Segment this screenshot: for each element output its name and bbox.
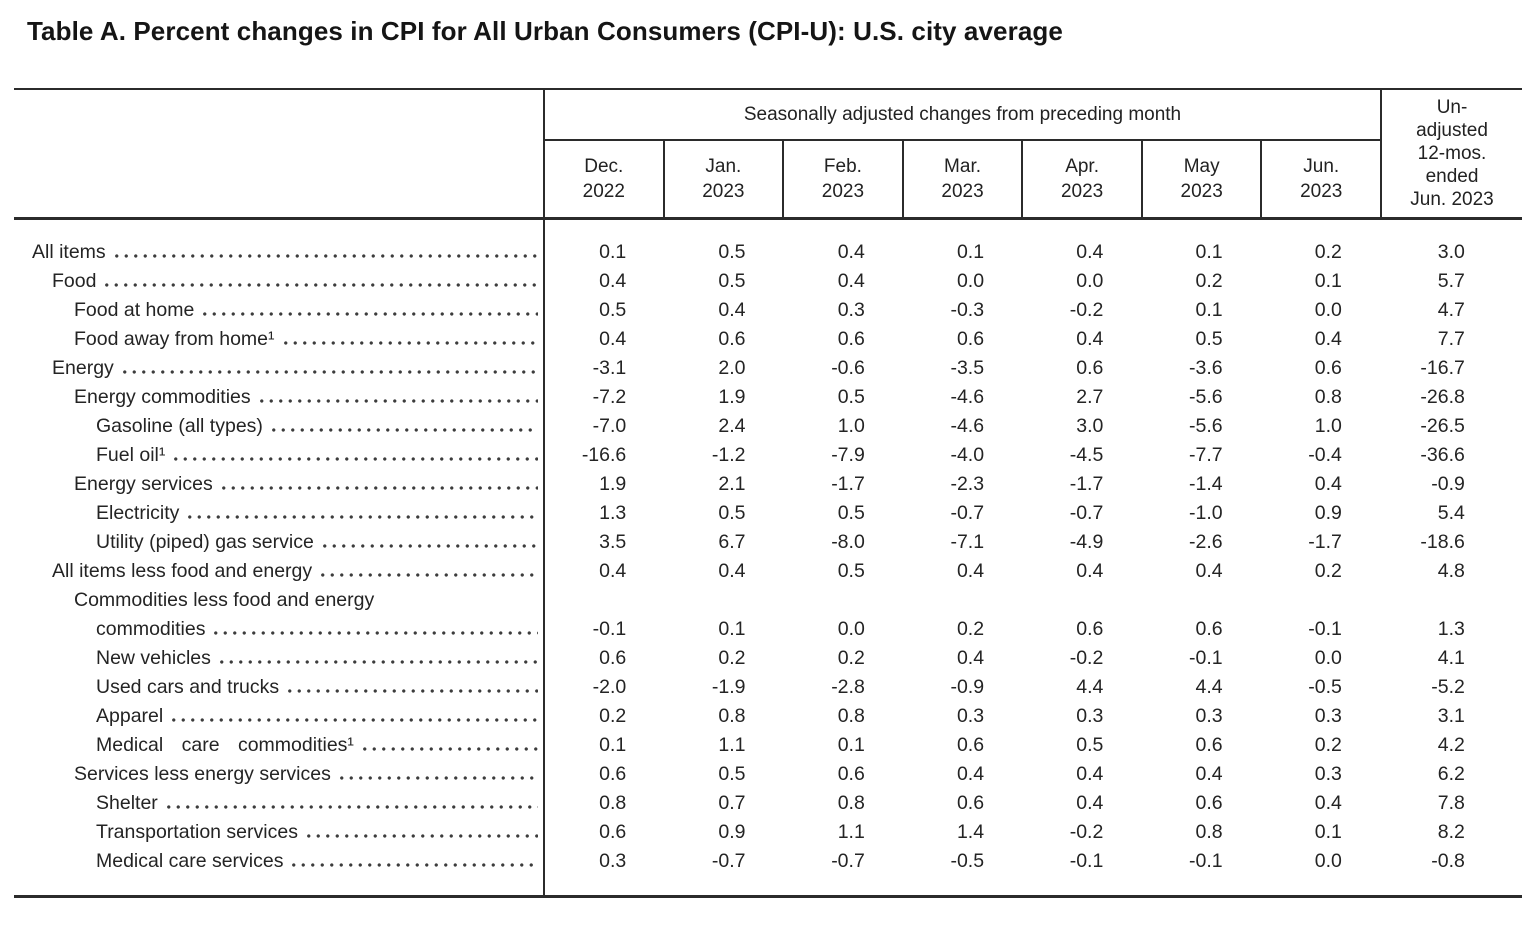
value-cell: -26.8 <box>1420 386 1465 408</box>
value-cell: -0.5 <box>950 850 985 872</box>
dot-leader <box>287 847 538 876</box>
value-cell: 0.8 <box>837 792 865 814</box>
row-label <box>14 586 545 644</box>
table-row <box>14 499 1522 528</box>
value-cell: 0.6 <box>1195 792 1223 814</box>
value-cell: 0.6 <box>837 328 865 350</box>
value-cell: -16.7 <box>1420 357 1465 379</box>
table-row <box>14 789 1522 818</box>
value-cell: 0.8 <box>1195 821 1223 843</box>
value-cell: 0.4 <box>1314 792 1342 814</box>
row-label-text: Transportation services <box>96 821 298 843</box>
value-cell: -0.7 <box>831 850 865 872</box>
value-cell: 0.2 <box>837 647 865 669</box>
row-label-line2: commodities <box>96 618 206 640</box>
row-label <box>14 238 545 267</box>
row-label-text: Shelter <box>96 792 158 814</box>
dot-leader <box>316 557 538 586</box>
value-cell: -1.7 <box>1308 531 1342 553</box>
row-label-text: Electricity <box>96 502 180 524</box>
row-label <box>14 557 545 586</box>
column-year: 2022 <box>582 181 625 202</box>
month-header-row <box>545 141 1380 217</box>
value-cell: 0.7 <box>718 792 746 814</box>
row-label-text: Energy services <box>74 473 213 495</box>
value-cell: 0.6 <box>1195 734 1223 756</box>
table-row <box>14 354 1522 383</box>
value-cell: 4.8 <box>1437 560 1465 582</box>
value-cell: 1.9 <box>599 473 627 495</box>
value-cell: 0.4 <box>1195 560 1223 582</box>
column-header <box>1141 141 1261 217</box>
value-cell: -7.7 <box>1188 444 1223 466</box>
value-cell: 0.3 <box>1314 763 1342 785</box>
dot-leader <box>335 760 538 789</box>
row-label-text: Apparel <box>96 705 164 727</box>
row-label-text: Services less energy services <box>74 763 331 785</box>
value-cell: -0.7 <box>1069 502 1104 524</box>
value-cell: 0.3 <box>837 299 865 321</box>
value-cell: 7.8 <box>1437 792 1465 814</box>
value-cell: 0.3 <box>599 850 627 872</box>
value-cell: -0.1 <box>1308 618 1342 640</box>
row-label <box>14 325 545 354</box>
value-cell: -8.0 <box>831 531 865 553</box>
value-cell: -2.0 <box>592 676 627 698</box>
value-cell: -1.7 <box>831 473 865 495</box>
value-cell: -1.9 <box>711 676 746 698</box>
unadjusted-column-header <box>1380 90 1522 217</box>
value-cell: 0.0 <box>837 618 865 640</box>
column-month: Apr. <box>1065 156 1099 177</box>
value-cell: -0.7 <box>950 502 985 524</box>
value-cell: 0.4 <box>599 270 627 292</box>
value-cell: 0.6 <box>599 763 627 785</box>
value-cell: 0.1 <box>599 241 627 263</box>
column-header <box>545 141 663 217</box>
group-header: Seasonally adjusted changes from preceding month <box>545 90 1380 141</box>
value-cell: 0.6 <box>1076 618 1104 640</box>
dot-leader <box>198 296 538 325</box>
value-cell: -7.1 <box>950 531 985 553</box>
row-label <box>14 528 545 557</box>
value-cell: 0.4 <box>1314 473 1342 495</box>
value-cell: 0.5 <box>718 241 746 263</box>
value-cell: 0.5 <box>718 763 746 785</box>
value-cell: 0.4 <box>599 328 627 350</box>
value-cell: -36.6 <box>1420 444 1465 466</box>
value-cell: 0.5 <box>1076 734 1104 756</box>
dot-leader <box>217 470 538 499</box>
row-label <box>14 731 545 760</box>
table-row <box>14 267 1522 296</box>
value-cell: 6.7 <box>718 531 746 553</box>
value-cell: 1.9 <box>718 386 746 408</box>
value-cell: 0.5 <box>718 502 746 524</box>
value-cell: 5.4 <box>1437 502 1465 524</box>
dot-leader <box>183 499 538 528</box>
column-header <box>782 141 902 217</box>
table-body <box>14 220 1522 876</box>
row-label-text: Gasoline (all types) <box>96 415 263 437</box>
value-cell: 0.2 <box>1314 734 1342 756</box>
table-row <box>14 470 1522 499</box>
column-header <box>1260 141 1380 217</box>
row-label <box>14 760 545 789</box>
value-cell: 0.1 <box>599 734 627 756</box>
value-cell: 2.1 <box>718 473 746 495</box>
value-cell: 5.7 <box>1437 270 1465 292</box>
value-cell: -7.9 <box>831 444 865 466</box>
table-row <box>14 644 1522 673</box>
value-cell: 3.5 <box>599 531 627 553</box>
value-cell: 4.2 <box>1437 734 1465 756</box>
row-label <box>14 267 545 296</box>
value-cell: -1.2 <box>711 444 746 466</box>
value-cell: -0.1 <box>1188 647 1223 669</box>
value-cell: -2.8 <box>831 676 865 698</box>
value-cell: 0.0 <box>956 270 985 292</box>
value-cell: 0.4 <box>1314 328 1342 350</box>
value-cell: -0.2 <box>1069 821 1104 843</box>
value-cell: 3.0 <box>1076 415 1104 437</box>
value-cell: 2.4 <box>718 415 746 437</box>
column-header <box>902 141 1022 217</box>
value-cell: 0.4 <box>956 560 985 582</box>
table-row <box>14 760 1522 789</box>
value-cell: 0.2 <box>1314 560 1342 582</box>
value-cell: -0.5 <box>1308 676 1342 698</box>
value-cell: 0.5 <box>718 270 746 292</box>
row-label-text: Utility (piped) gas service <box>96 531 314 553</box>
value-cell: 0.8 <box>599 792 627 814</box>
value-cell: -4.6 <box>950 415 985 437</box>
table-row <box>14 412 1522 441</box>
column-year: 2023 <box>1060 181 1104 202</box>
value-cell: 0.5 <box>599 299 627 321</box>
value-cell: -1.7 <box>1069 473 1104 495</box>
value-cell: 1.3 <box>1437 618 1465 640</box>
row-label <box>14 847 545 876</box>
value-cell: -16.6 <box>581 444 627 466</box>
value-cell: -0.3 <box>950 299 985 321</box>
value-cell: -0.8 <box>1431 850 1465 872</box>
value-cell: 0.6 <box>1195 618 1223 640</box>
value-cell: 0.1 <box>837 734 865 756</box>
value-cell: 0.5 <box>837 560 865 582</box>
value-cell: -0.2 <box>1069 299 1104 321</box>
value-cell: 0.8 <box>1314 386 1342 408</box>
table-row <box>14 238 1522 267</box>
table-row <box>14 528 1522 557</box>
value-cell: 3.1 <box>1437 705 1465 727</box>
value-cell: 0.8 <box>718 705 746 727</box>
value-cell: 1.1 <box>718 734 746 756</box>
value-cell: -1.4 <box>1188 473 1223 495</box>
value-cell: 0.0 <box>1314 299 1342 321</box>
dot-leader <box>169 441 538 470</box>
table-row <box>14 586 1522 644</box>
value-cell: 0.1 <box>1195 299 1223 321</box>
value-cell: 0.4 <box>956 763 985 785</box>
column-header <box>663 141 783 217</box>
value-cell: 0.3 <box>1195 705 1223 727</box>
value-cell: 0.2 <box>1195 270 1223 292</box>
column-year: 2023 <box>1300 181 1343 202</box>
dot-leader <box>167 702 538 731</box>
table-row <box>14 296 1522 325</box>
value-cell: 0.1 <box>1314 821 1342 843</box>
value-cell: 0.0 <box>1314 850 1342 872</box>
dot-leader <box>255 383 538 412</box>
value-cell: 0.4 <box>1076 763 1104 785</box>
value-cell: -3.1 <box>592 357 627 379</box>
value-cell: -2.6 <box>1188 531 1223 553</box>
row-label-text: All items <box>32 241 106 263</box>
row-label <box>14 818 545 847</box>
value-cell: 7.7 <box>1437 328 1465 350</box>
value-cell: 4.4 <box>1076 676 1104 698</box>
column-year: 2023 <box>702 181 745 202</box>
row-label-text: Used cars and trucks <box>96 676 280 698</box>
value-cell: 0.6 <box>1076 357 1104 379</box>
value-cell: 1.0 <box>1314 415 1342 437</box>
value-cell: 0.6 <box>837 763 865 785</box>
value-cell: -26.5 <box>1420 415 1465 437</box>
value-cell: 0.4 <box>956 647 985 669</box>
row-label-line1: Commodities less food and energy <box>74 589 375 611</box>
table-header <box>14 90 1522 220</box>
value-cell: -0.1 <box>1069 850 1104 872</box>
value-cell: 0.3 <box>1314 705 1342 727</box>
value-cell: 0.4 <box>837 241 865 263</box>
column-month: Jun. <box>1303 156 1340 177</box>
value-cell: -2.3 <box>950 473 985 495</box>
row-label-text: All items less food and energy <box>52 560 313 582</box>
value-cell: 0.1 <box>1314 270 1342 292</box>
value-cell: 4.4 <box>1195 676 1223 698</box>
row-label <box>14 470 545 499</box>
table-row <box>14 325 1522 354</box>
column-year: 2023 <box>941 181 984 202</box>
row-label-text: Fuel oil¹ <box>96 444 166 466</box>
row-label <box>14 789 545 818</box>
value-cell: -0.1 <box>592 618 627 640</box>
value-cell: 0.2 <box>599 705 627 727</box>
row-label-text: Medical care services <box>96 850 284 872</box>
value-cell: -7.2 <box>592 386 627 408</box>
table-title: Table A. Percent changes in CPI for All Urban Consumers (CPI-U): U.S. city average <box>27 16 1063 46</box>
row-label-text: Food at home <box>74 299 195 321</box>
row-label-text: Food <box>52 270 97 292</box>
value-cell: 0.4 <box>1076 792 1104 814</box>
value-cell: -4.5 <box>1069 444 1104 466</box>
column-month: Dec. <box>584 156 624 177</box>
row-label <box>14 644 545 673</box>
dot-leader <box>162 789 538 818</box>
value-cell: -1.0 <box>1188 502 1223 524</box>
table-row <box>14 383 1522 412</box>
row-label <box>14 673 545 702</box>
dot-leader <box>110 238 538 267</box>
value-cell: 0.4 <box>837 270 865 292</box>
column-month: Mar. <box>944 156 981 177</box>
value-cell: -5.2 <box>1431 676 1465 698</box>
value-cell: -0.7 <box>711 850 746 872</box>
value-cell: 0.4 <box>718 560 746 582</box>
table-row <box>14 441 1522 470</box>
unadjusted-header-line: Jun. 2023 <box>1410 189 1494 210</box>
table-row <box>14 731 1522 760</box>
value-cell: 4.1 <box>1437 647 1465 669</box>
unadjusted-header-line: 12-mos. <box>1417 143 1487 164</box>
value-cell: -0.9 <box>1431 473 1465 495</box>
value-cell: 0.5 <box>1195 328 1223 350</box>
value-cell: -5.6 <box>1188 386 1223 408</box>
row-label <box>14 702 545 731</box>
value-cell: 1.3 <box>599 502 627 524</box>
value-cell: 0.5 <box>837 386 865 408</box>
value-cell: 0.6 <box>956 792 985 814</box>
column-month: Jan. <box>705 156 742 177</box>
value-cell: 0.0 <box>1076 270 1104 292</box>
value-cell: 3.0 <box>1437 241 1465 263</box>
row-label <box>14 499 545 528</box>
value-cell: 0.4 <box>1076 241 1104 263</box>
row-label-text: Energy commodities <box>74 386 251 408</box>
value-cell: 0.4 <box>599 560 627 582</box>
row-label <box>14 354 545 383</box>
value-cell: -0.9 <box>950 676 985 698</box>
value-cell: 2.0 <box>718 357 746 379</box>
value-cell: -4.6 <box>950 386 985 408</box>
dot-leader <box>118 354 538 383</box>
value-cell: 1.0 <box>837 415 865 437</box>
value-cell: 0.2 <box>1314 241 1342 263</box>
value-cell: -3.5 <box>950 357 985 379</box>
value-cell: 0.1 <box>956 241 985 263</box>
value-cell: 4.7 <box>1437 299 1465 321</box>
value-cell: 0.6 <box>599 647 627 669</box>
table-row <box>14 702 1522 731</box>
value-cell: -0.6 <box>831 357 865 379</box>
table-row <box>14 673 1522 702</box>
value-cell: -4.0 <box>950 444 985 466</box>
column-year: 2023 <box>821 181 865 202</box>
dot-leader <box>267 412 538 441</box>
value-cell: -5.6 <box>1188 415 1223 437</box>
unadjusted-header-line: Un- <box>1436 97 1468 118</box>
value-cell: 0.6 <box>1314 357 1342 379</box>
column-month: May <box>1183 156 1220 177</box>
value-cell: 0.4 <box>1076 560 1104 582</box>
value-cell: 0.2 <box>718 647 746 669</box>
dot-leader <box>318 528 538 557</box>
table-row <box>14 847 1522 876</box>
value-cell: 0.6 <box>956 734 985 756</box>
value-cell: -7.0 <box>592 415 627 437</box>
value-cell: 0.4 <box>718 299 746 321</box>
value-cell: 1.4 <box>956 821 985 843</box>
unadjusted-header-line: adjusted <box>1416 120 1488 141</box>
row-label-text: New vehicles <box>96 647 211 669</box>
dot-leader <box>215 644 538 673</box>
dot-leader <box>100 267 538 296</box>
value-cell: -0.1 <box>1188 850 1223 872</box>
value-cell: 0.4 <box>1076 328 1104 350</box>
stub-column-divider <box>543 90 545 895</box>
value-cell: 0.3 <box>956 705 985 727</box>
value-cell: 0.6 <box>599 821 627 843</box>
value-cell: 0.9 <box>1314 502 1342 524</box>
value-cell: 0.2 <box>956 618 985 640</box>
dot-leader <box>283 673 538 702</box>
value-cell: -0.2 <box>1069 647 1104 669</box>
value-cell: 0.8 <box>837 705 865 727</box>
value-cell: 0.1 <box>718 618 746 640</box>
row-label <box>14 441 545 470</box>
value-cell: 2.7 <box>1076 386 1104 408</box>
dot-leader <box>358 731 538 760</box>
value-cell: -0.4 <box>1308 444 1342 466</box>
dot-leader <box>279 325 539 354</box>
unadjusted-header-line: ended <box>1425 166 1479 187</box>
row-label-text: Energy <box>52 357 114 379</box>
value-cell: 0.6 <box>718 328 746 350</box>
column-header <box>1021 141 1141 217</box>
cpi-table <box>14 88 1522 898</box>
value-cell: 0.1 <box>1195 241 1223 263</box>
table-row <box>14 557 1522 586</box>
row-label <box>14 412 545 441</box>
value-cell: -18.6 <box>1420 531 1465 553</box>
row-label <box>14 296 545 325</box>
value-cell: 0.5 <box>837 502 865 524</box>
column-year: 2023 <box>1180 181 1223 202</box>
value-cell: 1.1 <box>837 821 865 843</box>
value-cell: 0.9 <box>718 821 746 843</box>
value-cell: 0.4 <box>1195 763 1223 785</box>
value-cell: 8.2 <box>1437 821 1465 843</box>
value-cell: 0.3 <box>1076 705 1104 727</box>
dot-leader <box>209 615 538 644</box>
row-label-text: Food away from home¹ <box>74 328 275 350</box>
dot-leader <box>302 818 538 847</box>
row-label-text: Medical care commodities¹ <box>96 734 354 756</box>
value-cell: 0.0 <box>1314 647 1342 669</box>
value-cell: 0.6 <box>956 328 985 350</box>
table-row <box>14 818 1522 847</box>
value-cell: 6.2 <box>1437 763 1465 785</box>
column-month: Feb. <box>823 156 862 177</box>
value-cell: -3.6 <box>1188 357 1223 379</box>
value-cell: -4.9 <box>1069 531 1104 553</box>
row-label <box>14 383 545 412</box>
